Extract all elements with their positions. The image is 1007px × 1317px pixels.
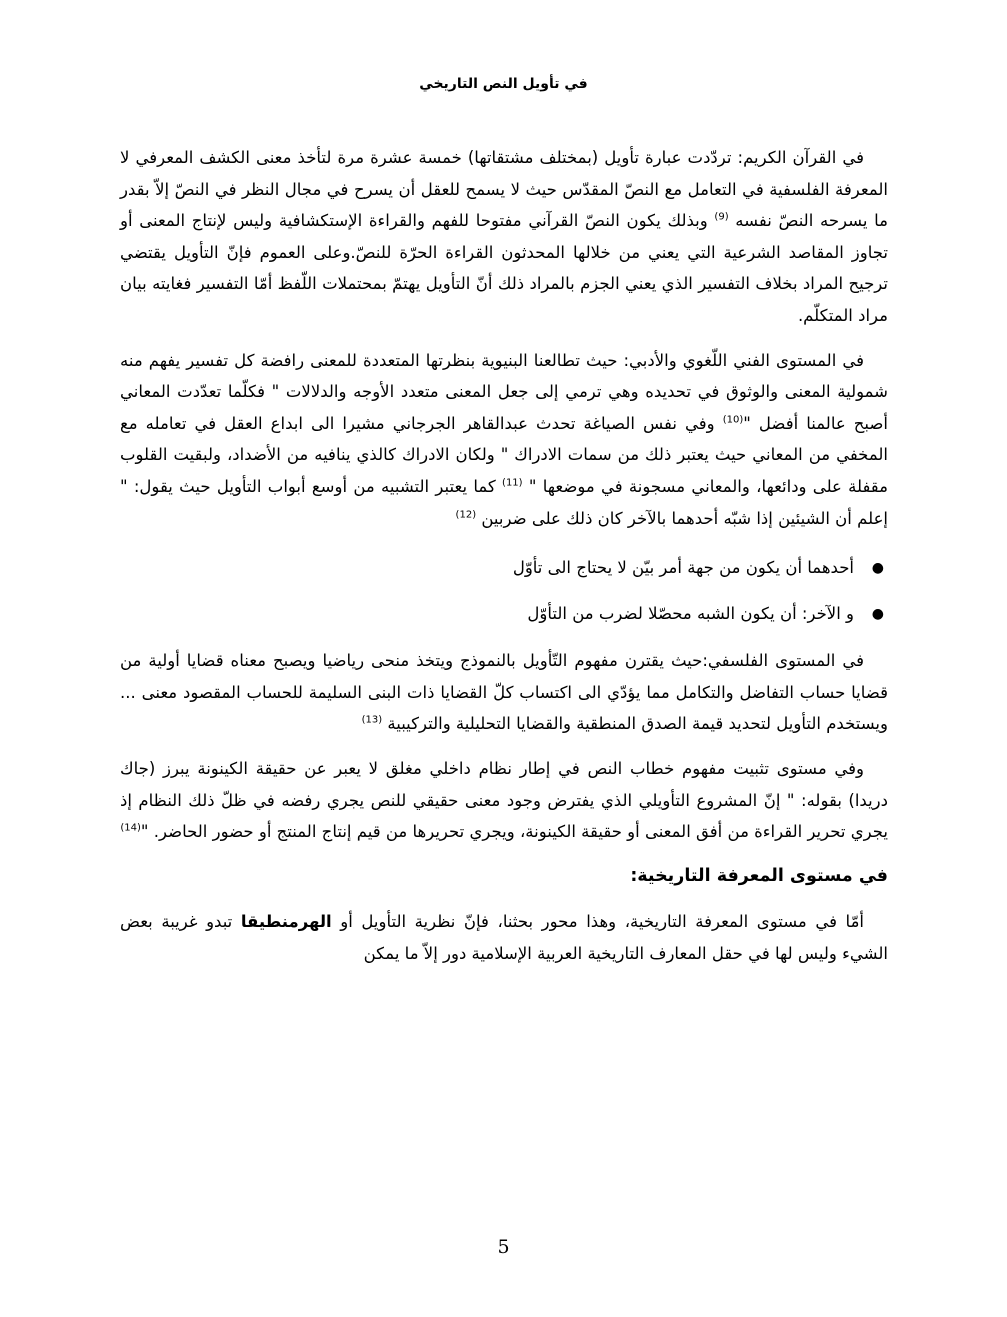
footnote-ref[interactable]: (12) [455, 509, 477, 521]
footnote-ref[interactable]: (11) [502, 477, 523, 489]
paragraph-linguistic: في المستوى الفني اللّغوي والأدبي: حيث تطالعنا البنيوية بنظرتها المتعددة للمعنى رافضة كل تفسير يفهم منه شمولية المعنى والوثوق في تحديده وهي ترمي إلى جعل المعنى متعدد الأوجه والدلالات " فكلّما تعدّدت المعاني أصبح عالمنا أفضل "$^{(10)}$ وفي نفس الصياغة تحدث عبدالقاهر الجرجاني مشيرا الى ابداع العقل في تعامله مع المخفي من المعاني حيث يعتبر ذلك من سمات الادراك " ولكان الادراك كالذي ينافيه من الأضداد، ولبقيت القلوب مقفلة على ودائعها، والمعاني مسجونة في موضعها " $^{(11)}$ كما يعتبر التشبيه من أوسع أبواب التأويل حيث يقول: " إعلم أن الشيئين إذا شبّه أحدهما بالآخر كان ذلك على ضربين $^{(12)}$ [120, 350, 888, 528]
list-item: ● و الآخر: أن يكون الشبه محصّلا لضرب من التأوّل [120, 593, 854, 635]
paragraph-philosophical: في المستوى الفلسفي:حيث يقترن مفهوم التّأويل بالنموذج ويتخذ منحى رياضيا ويصبح معناه قضايا أولية من قضايا حساب التفاضل والتكامل مما يؤدّي الى اكتساب كلّ القضايا ذات البنى السليمة للحساب المقصود معنى ... ويستخدم التأويل لتحديد قيمة الصدق المنطقية والقضايا التحليلية والتركيبية $^{(13)}$ [120, 651, 888, 734]
footnote-ref[interactable]: (10) [722, 414, 744, 426]
section-heading: في مستوى المعرفة التاريخية: [630, 865, 888, 886]
paragraph-quran: في القرآن الكريم: تردّدت عبارة تأويل (بمختلف مشتقاتها) خمسة عشرة مرة لتأخذ معنى الكشف المعرفي لا المعرفة الفلسفية في التعامل مع النصّ المقدّس حيث لا يسمح للعقل أن يسرح في مجال النظر في النصّ إلاّ بقدر ما يسرحه النصّ نفسه $^{(9)}$ وبذلك يكون النصّ القرآني مفتوحا للفهم والقراءة الإستكشافية وليس لإنتاج المعنى أو تجاوز المقاصد الشرعية التي يعني من خلالها المحدثون القراءة الحرّة للنصّ.وعلى العموم فإنّ التأويل يقتضي ترجيح المراد بخلاف التفسير الذي يعني الجزم بالمراد ذلك أنّ التأويل يهتمّ بمحتملات اللّفظ أمّا التفسير فغايته بيان مراد المتكلّم. [120, 148, 889, 325]
paragraph-derrida: وفي مستوى تثبيت مفهوم خطاب النص في إطار نظام داخلي مغلق لا يعبر عن حقيقة الكينونة يبرز (جاك دريدا) بقوله: " إنّ المشروع التأويلي الذي يفترض وجود معنى حقيقي للنص يجري رفضه في ظلّ ذلك النظام إذ يجري تحرير القراءة من أفق المعنى أو حقيقة الكينونة، ويجري تحريرها من قيم إنتاج المنتج أو حضور الحاضر. "$^{(14)}$ [120, 758, 888, 842]
running-header: في تأويل النص التاريخي [419, 76, 588, 92]
footnote-ref[interactable]: (14) [120, 822, 141, 834]
body-text [120, 142, 888, 982]
bullet-list [120, 547, 888, 635]
page-number: 5 [497, 1236, 510, 1258]
bullet-icon: ● [871, 560, 884, 577]
list-item: ● أحدهما أن يكون من جهة أمر بيّن لا يحتاج الى تأوّل [120, 547, 854, 589]
paragraph-historical: أمّا في مستوى المعرفة التاريخية، وهذا محور بحثنا، فإنّ نظرية التأويل أو الهرمنطيقا تبدو غريبة بعض الشيء وليس لها في حقل المعارف التاريخية العربية الإسلامية دور إلاّ ما يمكن [120, 912, 888, 963]
footnote-ref[interactable]: (13) [361, 714, 383, 726]
bullet-icon: ● [871, 606, 884, 623]
footnote-ref[interactable]: (9) [714, 211, 729, 223]
bold-term: الهرمنطيقا [240, 912, 332, 932]
